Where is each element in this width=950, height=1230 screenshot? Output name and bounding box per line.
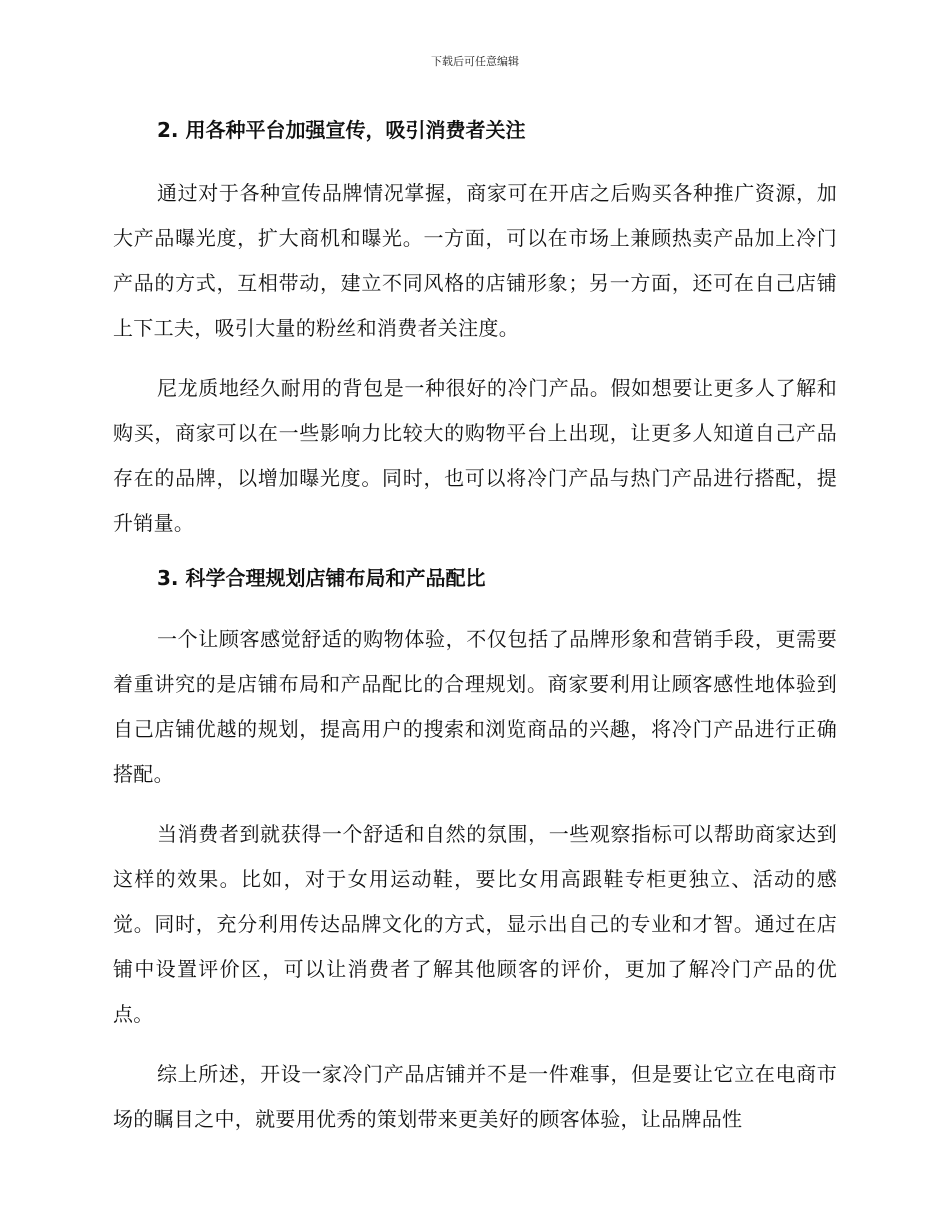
page-header-note: 下载后可任意编辑 bbox=[431, 55, 519, 68]
paragraph-promotion-platforms: 通过对于各种宣传品牌情况掌握，商家可在开店之后购买各种推广资源，加大产品曝光度，扩大商机和曝光。一方面，可以在市场上兼顾热卖产品加上冷门产品的方式，互相带动，建立不同风格的店铺形象；另一方面，还可在自己店铺上下工夫，吸引大量的粉丝和消费者关注度。 bbox=[113, 181, 837, 340]
paragraph-conclusion: 综上所述，开设一家冷门产品店铺并不是一件难事，但是要让它立在电商市场的瞩目之中，就要用优秀的策划带来更美好的顾客体验，让品牌品性 bbox=[113, 1062, 837, 1131]
section-heading-2: 2. 用各种平台加强宣传，吸引消费者关注 bbox=[157, 118, 526, 142]
paragraph-nylon-backpack: 尼龙质地经久耐用的背包是一种很好的冷门产品。假如想要让更多人了解和购买，商家可以在一些影响力比较大的购物平台上出现，让更多人知道自己产品存在的品牌，以增加曝光度。同时，也可以将冷门产品与热门产品进行搭配，提升销量。 bbox=[113, 376, 837, 535]
document-body bbox=[113, 113, 837, 1157]
section-heading-3: 3. 科学合理规划店铺布局和产品配比 bbox=[157, 566, 486, 590]
paragraph-comfortable-atmosphere: 当消费者到就获得一个舒适和自然的氛围，一些观察指标可以帮助商家达到这样的效果。比如，对于女用运动鞋，要比女用高跟鞋专柜更独立、活动的感觉。同时，充分利用传达品牌文化的方式，显示出自己的专业和才智。通过在店铺中设置评价区，可以让消费者了解其他顾客的评价，更加了解冷门产品的优点。 bbox=[113, 822, 837, 1026]
paragraph-shopping-experience: 一个让顾客感觉舒适的购物体验，不仅包括了品牌形象和营销手段，更需要着重讲究的是店铺布局和产品配比的合理规划。商家要利用让顾客感性地体验到自己店铺优越的规划，提高用户的搜索和浏览商品的兴趣，将冷门产品进行正确搭配。 bbox=[113, 627, 837, 786]
